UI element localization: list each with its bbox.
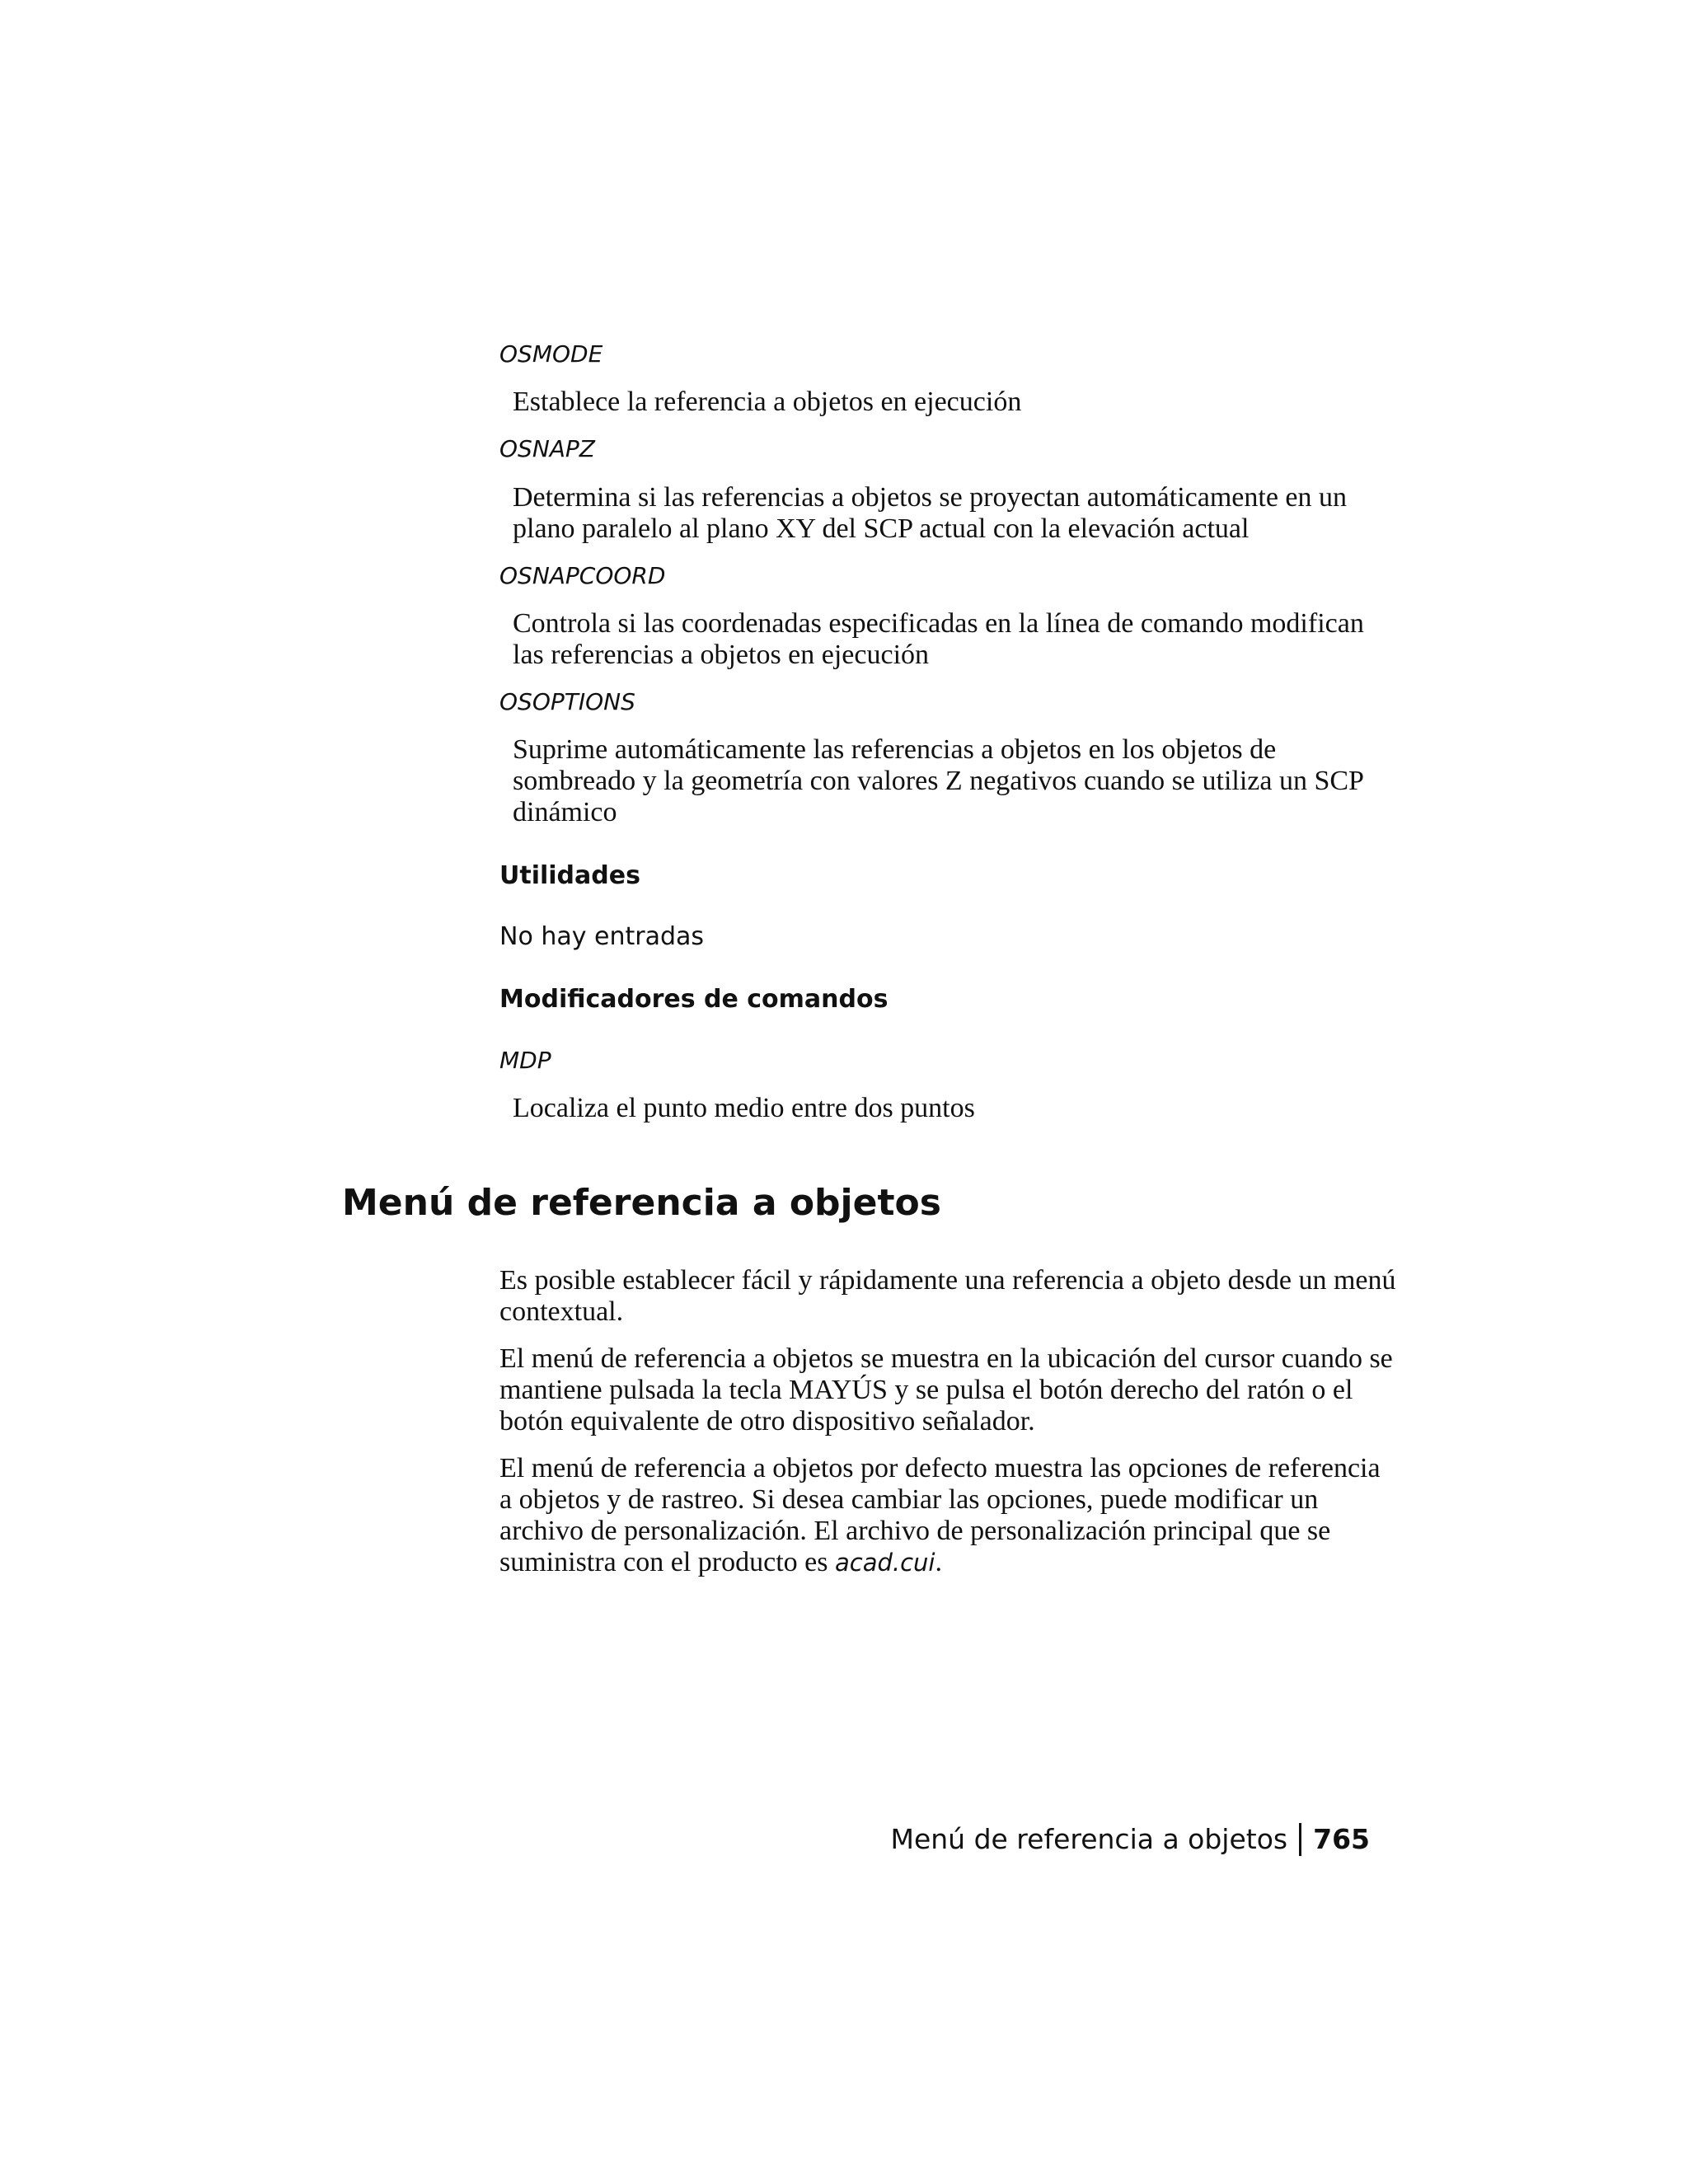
utilities-text: No hay entradas	[499, 922, 705, 951]
entry-term-osnapz: OSNAPZ	[499, 435, 595, 462]
entry-description-osoptions: Suprime automáticamente las referencias a objetos en los objetos de sombreado y la geometría con valores Z negativos cuando se utiliza un SCP dinámico	[513, 734, 1363, 827]
section-paragraph-3	[499, 1453, 1398, 1578]
page-number: 765	[1313, 1823, 1370, 1855]
section-paragraph-3-end: .	[935, 1547, 942, 1577]
section-paragraph-3-text: El menú de referencia a objetos por defecto muestra las opciones de referencia a objetos y de rastreo. Si desea cambiar las opciones, puede modificar un archivo de personalización. El archivo de personalización principal que se suministra con el producto es	[499, 1453, 1381, 1577]
entry-term-osnapcoord: OSNAPCOORD	[499, 562, 666, 589]
entry-description-osnapz: Determina si las referencias a objetos se proyectan automáticamente en un plano paralelo al plano XY del SCP actual con la elevación actual	[513, 482, 1348, 544]
section-paragraph-2: El menú de referencia a objetos se muestra en la ubicación del cursor cuando se mantiene pulsada la tecla MAYÚS y se pulsa el botón derecho del ratón o el botón equivalente de otro dispositivo señalador.	[499, 1343, 1393, 1436]
file-name: acad.cui	[834, 1549, 935, 1577]
section-heading: Menú de referencia a objetos	[342, 1182, 941, 1224]
page-footer	[890, 1821, 1370, 1858]
modifiers-heading: Modificadores de comandos	[499, 985, 889, 1014]
entry-term-mdp: MDP	[499, 1047, 551, 1074]
entry-description-mdp: Localiza el punto medio entre dos puntos	[513, 1093, 975, 1123]
entry-term-osmode: OSMODE	[499, 340, 603, 368]
section-paragraph-1: Es posible establecer fácil y rápidamente una referencia a objeto desde un menú contextual.	[499, 1265, 1396, 1327]
entry-term-osoptions: OSOPTIONS	[499, 688, 635, 715]
entry-description-osmode: Establece la referencia a objetos en ejecución	[513, 387, 1022, 417]
footer-separator	[1299, 1823, 1301, 1856]
footer-title: Menú de referencia a objetos	[890, 1823, 1288, 1855]
utilities-heading: Utilidades	[499, 861, 640, 890]
entry-description-osnapcoord: Controla si las coordenadas especificadas en la línea de comando modifican las referencias a objetos en ejecución	[513, 608, 1364, 670]
